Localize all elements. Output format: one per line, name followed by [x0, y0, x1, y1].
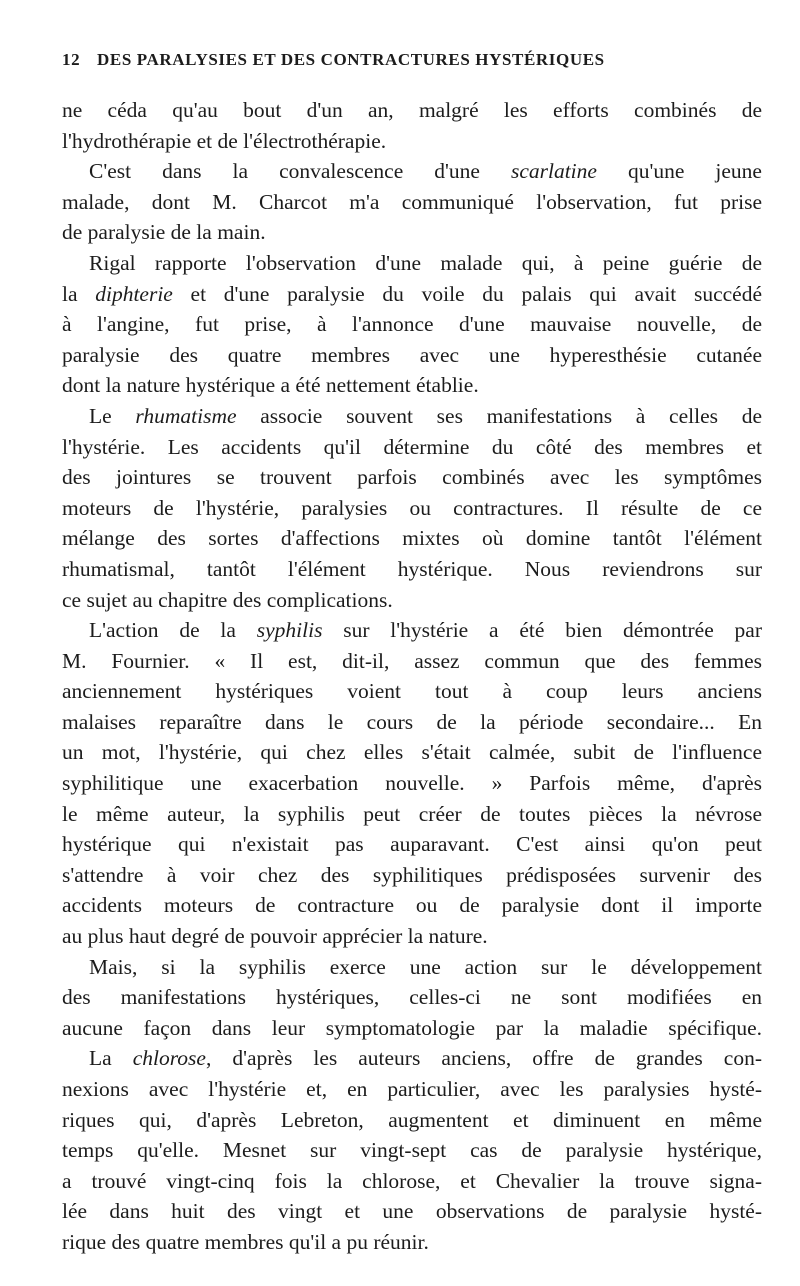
- italic-term: chlorose: [132, 1046, 206, 1071]
- text-segment: nexions avec l'hystérie et, en particulier, avec les paralysies hysté-: [62, 1077, 762, 1101]
- text-line: [62, 95, 762, 126]
- italic-term: syphilis: [256, 618, 323, 643]
- text-segment: anciennement hystériques voient tout à coup leurs anciens: [62, 679, 762, 704]
- text-segment: l'hystérie. Les accidents qu'il détermine du côté des membres et: [62, 434, 762, 459]
- text-segment: le même auteur, la syphilis peut créer de toutes pièces la névrose: [62, 801, 762, 826]
- text-line: [62, 217, 762, 248]
- text-segment: lée dans huit des vingt et une observations de paralysie hysté-: [62, 1199, 762, 1224]
- text-segment: associe souvent ses manifestations à celles de: [236, 403, 762, 428]
- text-segment: malaises reparaître dans le cours de la période secondaire... En: [62, 709, 762, 734]
- text-line: [62, 187, 762, 218]
- text-segment: à l'angine, fut prise, à l'annonce d'une mauvaise nouvelle, de: [62, 312, 762, 337]
- text-line: [62, 523, 762, 554]
- text-segment: M. Fournier. « Il est, dit-il, assez commun que des femmes: [62, 648, 762, 673]
- text-line: [62, 646, 762, 677]
- text-segment: des jointures se trouvent parfois combinés avec les symptômes: [62, 465, 762, 490]
- italic-term: diphterie: [95, 281, 173, 306]
- text-line: [62, 707, 762, 738]
- text-line: [62, 554, 762, 585]
- text-line: [62, 1227, 762, 1258]
- text-segment: l'hydrothérapie et de l'électrothérapie.: [62, 128, 387, 153]
- text-line: [62, 493, 762, 524]
- text-line: [62, 829, 762, 860]
- text-line: [62, 126, 762, 157]
- text-segment: accidents moteurs de contracture ou de paralysie dont il importe: [62, 893, 762, 918]
- running-header: [62, 50, 762, 74]
- text-segment: paralysie des quatre membres avec une hyperesthésie cutanée: [62, 342, 762, 367]
- text-line: [62, 401, 762, 432]
- text-segment: qu'une jeune: [596, 159, 762, 184]
- text-line: [62, 952, 762, 983]
- text-segment: s'attendre à voir chez des syphilitiques prédisposées survenir des: [62, 862, 762, 887]
- text-segment: temps qu'elle. Mesnet sur vingt-sept cas de paralysie hystérique,: [62, 1138, 762, 1163]
- text-line: [62, 1074, 762, 1105]
- text-segment: un mot, l'hystérie, qui chez elles s'était calmée, subit de l'influence: [62, 740, 762, 765]
- text-line: [62, 860, 762, 891]
- page-number: 12: [62, 50, 81, 69]
- text-segment: Mais, si la syphilis exerce une action sur le développement: [89, 954, 762, 979]
- text-segment: de paralysie de la main.: [62, 220, 266, 245]
- text-line: [62, 432, 762, 463]
- italic-term: scarlatine: [510, 159, 597, 184]
- text-segment: hystérique qui n'existait pas auparavant. C'est ainsi qu'on peut: [62, 832, 762, 857]
- text-segment: Rigal rapporte l'observation d'une malade qui, à peine guérie de: [89, 250, 762, 275]
- text-segment: Le: [89, 403, 136, 428]
- text-line: [62, 615, 762, 646]
- text-line: [62, 156, 762, 187]
- italic-term: rhumatisme: [135, 403, 237, 428]
- text-line: [62, 1105, 762, 1136]
- text-segment: La: [89, 1046, 133, 1071]
- text-segment: malade, dont M. Charcot m'a communiqué l'observation, fut prise: [62, 189, 762, 214]
- text-segment: et d'une paralysie du voile du palais qui avait succédé: [172, 281, 762, 306]
- text-line: [62, 1166, 762, 1197]
- text-segment: L'action de la: [89, 618, 257, 643]
- text-segment: sur l'hystérie a été bien démontrée par: [322, 618, 762, 643]
- text-line: [62, 768, 762, 799]
- header-title: DES PARALYSIES ET DES CONTRACTURES HYSTÉRIQUES: [97, 50, 605, 69]
- text-segment: a trouvé vingt-cinq fois la chlorose, et Chevalier la trouve signa-: [62, 1168, 762, 1193]
- text-segment: dont la nature hystérique a été nettement établie.: [62, 373, 479, 398]
- text-segment: mélange des sortes d'affections mixtes où domine tantôt l'élément: [62, 526, 762, 551]
- text-line: [62, 676, 762, 707]
- text-line: [62, 799, 762, 830]
- text-line: [62, 1043, 762, 1074]
- text-line: [62, 982, 762, 1013]
- text-segment: aucune façon dans leur symptomatologie par la maladie spécifique.: [62, 1015, 762, 1040]
- text-line: [62, 921, 762, 952]
- text-line: [62, 890, 762, 921]
- text-segment: rique des quatre membres qu'il a pu réunir.: [62, 1229, 429, 1254]
- text-line: [62, 1196, 762, 1227]
- text-line: [62, 248, 762, 279]
- text-line: [62, 585, 762, 616]
- text-line: [62, 279, 762, 310]
- text-segment: des manifestations hystériques, celles-ci ne sont modifiées en: [62, 985, 762, 1010]
- text-segment: ce sujet au chapitre des complications.: [62, 587, 393, 612]
- text-segment: riques qui, d'après Lebreton, augmentent et diminuent en même: [62, 1107, 762, 1132]
- text-line: [62, 340, 762, 371]
- text-segment: moteurs de l'hystérie, paralysies ou contractures. Il résulte de ce: [62, 495, 762, 520]
- text-segment: au plus haut degré de pouvoir apprécier la nature.: [62, 924, 488, 949]
- text-line: [62, 1135, 762, 1166]
- text-line: [62, 370, 762, 401]
- text-line: [62, 462, 762, 493]
- text-segment: , d'après les auteurs anciens, offre de grandes con-: [205, 1046, 762, 1071]
- text-segment: ne céda qu'au bout d'un an, malgré les efforts combinés de: [62, 98, 762, 122]
- text-segment: la: [62, 281, 96, 306]
- text-segment: rhumatismal, tantôt l'élément hystérique. Nous reviendrons sur: [62, 556, 762, 581]
- text-line: [62, 309, 762, 340]
- text-line: [62, 1013, 762, 1044]
- text-segment: C'est dans la convalescence d'une: [89, 159, 511, 184]
- text-line: [62, 737, 762, 768]
- text-segment: syphilitique une exacerbation nouvelle. » Parfois même, d'après: [62, 771, 762, 796]
- text-body: [62, 95, 762, 1258]
